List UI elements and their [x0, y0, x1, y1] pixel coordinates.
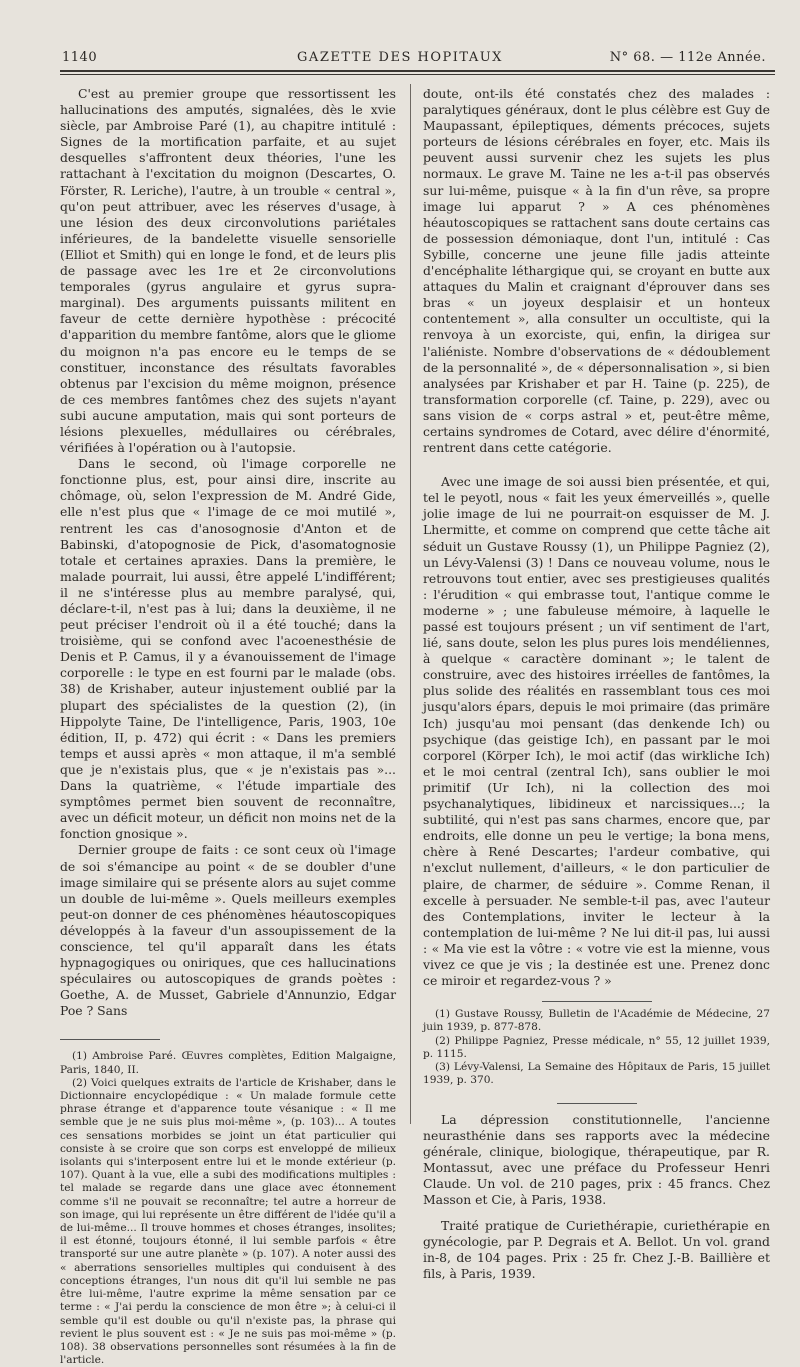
column-divider — [410, 84, 411, 1124]
body-paragraph: Avec une image de soi aussi bien présentée, et qui, tel le peyotl, nous « fait les yeux émerveillés », quelle jolie image de lui ne pourrait-on esquisser de M. J. Lhermitte, et comme on comprend que cette tâche ait séduit un Gustave Roussy (1), un Philippe Pagniez (2), un Lévy-Valensi (3) ! Dans ce nouveau volume, nous le retrouvons tout entier, avec ses prestigieuses qualités : l'érudition « qui embrasse tout, l'antique comme le moderne » ; une fabuleuse mémoire, à laquelle le passé est toujours présent ; un vif sentiment de l'art, lié, sans doute, selon les plus pures lois mendéliennes, à quelque « caractère dominant »; le talent de construire, avec des histoires irréelles de fantômes, la plus solide des réalités en rassemblant tous ces moi jusqu'alors épars, depuis le moi primaire (das primäre Ich) jusqu'au moi pensant (das denkende Ich) ou psychique (das geistige Ich), en passant par le moi corporel (Körper Ich), le moi actif (das wirkliche Ich) et le moi central (zentral Ich), sans oublier le moi primitif (Ur Ich), ni la collection des moi psychanalytiques, libidineux et narcissiques...; la subtilité, qui n'est pas sans charmes, encore que, par endroits, elle donne un peu le vertige; la bona mens, chère à René Descartes; l'ardeur combative, qui n'exclut nullement, d'ailleurs, « le don particulier de plaire, de charmer, de séduire ». Comme Renan, il excelle à persuader. Ne semble-t-il pas, avec l'auteur des Contemplations, inviter le lecteur à la contemplation de lui-même ? Ne lui dit-il pas, lui aussi : « Ma vie est la vôtre : « votre vie est la mienne, vous vivez ce que je vis ; la destinée est une. Prenez donc ce miroir et regardez-vous ? » — [423, 474, 770, 989]
header-rule-thick — [60, 70, 775, 72]
footnote-rule — [542, 1001, 652, 1002]
header-rule-thin — [60, 74, 775, 75]
journal-title: GAZETTE DES HOPITAUX — [297, 50, 503, 65]
footnotes-right — [423, 1008, 770, 1087]
bibliography-entry: Traité pratique de Curiethérapie, curiethérapie en gynécologie, par P. Degrais et A. Bellot. Un vol. grand in-8, de 104 pages. Prix : 25 fr. Chez J.-B. Baillière et fils, à Paris, 1939. — [423, 1218, 770, 1282]
footnote: (1) Gustave Roussy, Bulletin de l'Académie de Médecine, 27 juin 1939, p. 877-878. — [423, 1008, 770, 1034]
footnotes-left — [60, 1050, 396, 1367]
left-column — [60, 86, 396, 1367]
footnote: (2) Philippe Pagniez, Presse médicale, n° 55, 12 juillet 1939, p. 1115. — [423, 1034, 770, 1060]
body-paragraph: doute, ont-ils été constatés chez des malades : paralytiques généraux, dont le plus célèbre est Guy de Maupassant, épileptiques, déments précoces, sujets porteurs de lésions cérébrales en foyer, etc. Mais ils peuvent aussi survenir chez les sujets les plus normaux. Le grave M. Taine ne les a-t-il pas observés sur lui-même, puisque « à la fin d'un rêve, sa propre image lui apparut ? » A ces phénomènes héautoscopiques se rattachent sans doute certains cas de possession démoniaque, dont l'un, intitulé : Cas Sybille, concerne une jeune fille jadis atteinte d'encéphalite léthargique qui, se croyant en butte aux attaques du Malin et craignant d'éprouver dans ses bras « un joyeux desplaisir et un honteux contentement », alla consulter un occultiste, qui la renvoya à un exorciste, qui, enfin, la dirigea sur l'aliéniste. Nombre d'observations de « dédoublement de la personnalité », de « dépersonnalisation », si bien analysées par Krishaber et par H. Taine (p. 225), de transformation corporelle (cf. Taine, p. 229), avec ou sans vision de « corps astral » et, peut-être même, certains syndromes de Cotard, avec délire d'énormité, rentrent dans cette catégorie. — [423, 86, 770, 456]
footnote: (2) Voici quelques extraits de l'article de Krishaber, dans le Dictionnaire encyclopédique : « Un malade formule cette phrase étrange et d'apparence toute vésanique : « Il me semble que je ne suis plus moi-même », (p. 103)... A toutes ces sensations morbides se joint un état particulier qui consiste à se croire que son corps est enveloppé de milieux isolants qui s'interposent entre lui et le monde extérieur (p. 107). Quant à la vue, elle a subi des modifications multiples : tel malade se regarde dans une glace avec étonnement comme s'il ne pouvait se reconnaître; tel autre a horreur de son image, qui lui représente un être différent de l'idée qu'il a de lui-même... Il trouve hommes et choses étranges, insolites; il est étonné, toujours étonné, il lui semble parfois « être transporté sur une autre planète » (p. 107). A noter aussi des « aberrations sensorielles multiples qui conduisent à des conceptions étranges, l'un nous dit qu'il lui semble ne pas être lui-même, l'autre exprime la même sensation par ce terme : « J'ai perdu la conscience de mon être »; à celui-ci il semble qu'il est double ou qu'il n'existe pas, la phrase qui revient le plus souvent est : « Je ne suis pas moi-même » (p. 108). 38 observations personnelles sont résumées à la fin de l'article. — [60, 1076, 396, 1367]
body-paragraph: Dernier groupe de faits : ce sont ceux où l'image de soi s'émancipe au point « de se doubler d'une image similaire qui se présente alors au sujet comme un double de lui-même ». Quels meilleurs exemples peut-on donner de ces phénomènes héautoscopiques développés à la faveur d'un assoupissement de la conscience, tel qu'il apparaît dans les états hypnagogiques ou oniriques, que ces hallucinations spéculaires ou autoscopiques de grands poètes : Goethe, A. de Musset, Gabriele d'Annunzio, Edgar Poe ? Sans — [60, 842, 396, 1019]
footnote-rule — [60, 1039, 160, 1040]
page-number: 1140 — [62, 50, 98, 65]
footnote: (3) Lévy-Valensi, La Semaine des Hôpitaux de Paris, 15 juillet 1939, p. 370. — [423, 1060, 770, 1087]
right-column — [423, 86, 770, 1292]
bibliography — [423, 1112, 770, 1282]
body-paragraph: C'est au premier groupe que ressortissent les hallucinations des amputés, signalées, dès le xvie siècle, par Ambroise Paré (1), au chapitre intitulé : Signes de la mortification parfaite, et au sujet desquelles s'affrontent deux théories, l'une les rattachant à l'excitation du moignon (Descartes, O. Förster, R. Leriche), l'autre, à un trouble « central », qu'on peut attribuer, avec les réserves d'usage, à une lésion des deux circonvolutions pariétales inférieures, de la bandelette visuelle sensorielle (Elliot et Smith) qui en longe le fond, et de leurs plis de passage avec les 1re et 2e circonvolutions temporales (gyrus angulaire et gyrus supra-marginal). Des arguments puissants militent en faveur de cette dernière hypothèse : précocité d'apparition du membre fantôme, alors que le gliome du moignon n'a pas encore eu le temps de se constituer, inconstance des résultats favorables obtenus par l'excision du même moignon, présence de ces membres fantômes chez des sujets n'ayant subi aucune amputation, mais qui sont porteurs de lésions plexuelles, médullaires ou cérébrales, vérifiées à l'opération ou à l'autopsie. — [60, 86, 396, 456]
bibliography-rule — [557, 1103, 637, 1104]
bibliography-entry: La dépression constitutionnelle, l'ancienne neurasthénie dans ses rapports avec la médecine générale, clinique, biologique, thérapeutique, par R. Montassut, avec une préface du Professeur Henri Claude. Un vol. de 210 pages, prix : 45 francs. Chez Masson et Cie, à Paris, 1938. — [423, 1112, 770, 1208]
footnote: (1) Ambroise Paré. Œuvres complètes, Edition Malgaigne, Paris, 1840, II. — [60, 1050, 396, 1076]
issue-number: N° 68. — 112e Année. — [609, 50, 766, 65]
body-paragraph: Dans le second, où l'image corporelle ne fonctionne plus, est, pour ainsi dire, inscrite au chômage, où, selon l'expression de M. André Gide, elle n'est plus que « l'image de ce moi mutilé », rentrent les cas d'anosognosie d'Anton et de Babinski, d'atopognosie de Pick, d'asomatognosie totale et certaines apraxies. Dans la première, le malade pourrait, lui aussi, être appelé L'indifférent; il ne s'intéresse plus au membre paralysé, qui, déclare-t-il, n'est pas à lui; dans la deuxième, il ne peut préciser l'endroit où il a été touché; dans la troisième, qui se confond avec l'acoenesthésie de Denis et P. Camus, il y a évanouissement de l'image corporelle : le type en est fourni par le malade (obs. 38) de Krishaber, auteur injustement oublié par la plupart des spécialistes de la question (2), (in Hippolyte Taine, De l'intelligence, Paris, 1903, 10e édition, II, p. 472) qui écrit : « Dans les premiers temps et aussi après « mon attaque, il m'a semblé que je n'existais plus, que « je n'existais pas »... Dans la quatrième, « l'étude impartiale des symptômes permet bien souvent de reconnaître, avec un déficit moteur, un déficit non moins net de la fonction gnosique ». — [60, 456, 396, 842]
